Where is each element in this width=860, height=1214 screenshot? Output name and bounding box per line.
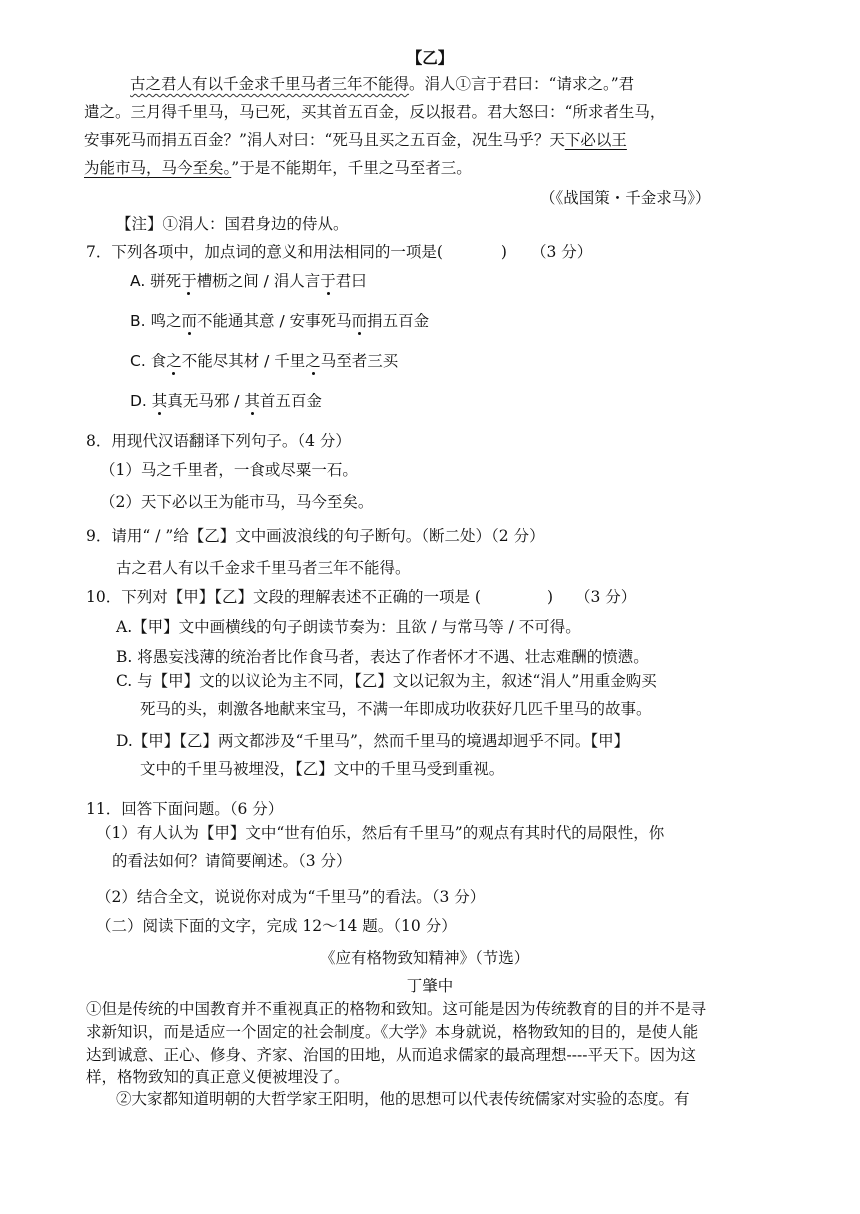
passage-line-1: 古之君人有以千金求千里马者三年不能得。涓人①言于君曰：“请求之。”君 — [130, 75, 635, 93]
q10-option-c-cont: 死马的头，刺激各地献来宝马，不满一年即成功收获好几匹千里马的故事。 — [140, 700, 652, 718]
dotted-word: 于 — [320, 272, 336, 290]
q9-stem: 9．请用“ / ”给【乙】文中画波浪线的句子断句。（断二处）（2 分） — [86, 527, 545, 545]
passage-note: 【注】①涓人：国君身边的侍从。 — [116, 215, 349, 233]
article-p2-line-1: ②大家都知道明朝的大哲学家王阳明，他的思想可以代表传统儒家对实验的态度。有 — [116, 1090, 690, 1108]
article-p1-line-3: 达到诚意、正心、修身、齐家、治国的田地，从而追求儒家的最高理想----平天下。因为这 — [86, 1046, 696, 1064]
q11-sub-2: （2）结合全文，说说你对成为“千里马”的看法。（3 分） — [96, 888, 486, 906]
q10-option-c: C. 与【甲】文的以议论为主不同，【乙】文以记叙为主，叙述“涓人”用重金购买 — [116, 672, 657, 690]
q11-sub-1: （1）有人认为【甲】文中“世有伯乐，然后有千里马”的观点有其时代的局限性，你 — [96, 824, 665, 842]
q11-sub-1-cont: 的看法如何？请简要阐述。（3 分） — [112, 852, 352, 870]
dotted-word: 其 — [151, 392, 168, 410]
q10-option-d: D.【甲】【乙】两文都涉及“千里马”，然而千里马的境遇却迥乎不同。【甲】 — [116, 732, 630, 750]
article-title: 《应有格物致知精神》（节选） — [320, 949, 530, 967]
passage-source: （《战国策・千金求马》） — [540, 189, 711, 207]
dotted-word: 之 — [166, 352, 182, 370]
dotted-word: 其 — [244, 392, 260, 410]
q8-stem: 8．用现代汉语翻译下列句子。（4 分） — [86, 432, 351, 450]
article-author: 丁肇中 — [406, 977, 454, 995]
q10-option-a: A.【甲】文中画横线的句子朗读节奏为：且欲 / 与常马等 / 不可得。 — [116, 618, 581, 636]
passage-line-4: 为能市马，马今至矣。”于是不能期年，千里之马至者三。 — [84, 159, 472, 177]
q10-option-b: B. 将愚妄浅薄的统治者比作食马者，表达了作者怀才不遇、壮志难酬的愤懑。 — [116, 648, 649, 666]
q8-sentence-1: （1）马之千里者，一食或尽粟一石。 — [100, 461, 358, 479]
q10-stem: 10．下列对【甲】【乙】文段的理解表述不正确的一项是 ( ) （3 分） — [86, 588, 637, 606]
passage-line-2: 遣之。三月得千里马，马已死，买其首五百金，反以报君。君大怒曰：“所求者生马， — [84, 103, 666, 121]
q7-option-b: B. 鸣之而不能通其意 / 安事死马而捐五百金 — [130, 312, 430, 330]
dotted-word: 而 — [181, 312, 198, 330]
underlined-sentence-cont: 为能市马，马今至矣。 — [84, 159, 232, 177]
dotted-word: 而 — [351, 312, 368, 330]
q11-stem: 11．回答下面问题。（6 分） — [86, 800, 284, 818]
dotted-word: 于 — [181, 272, 197, 290]
q10-option-d-cont: 文中的千里马被埋没，【乙】文中的千里马受到重视。 — [140, 760, 505, 778]
q7-option-a: A. 骈死于槽枥之间 / 涓人言于君曰 — [130, 272, 367, 290]
q9-sentence: 古之君人有以千金求千里马者三年不能得。 — [116, 559, 411, 577]
q7-option-d: D. 其真无马邪 / 其首五百金 — [130, 392, 322, 410]
dotted-word: 之 — [305, 352, 321, 370]
passage-line-3: 安事死马而捐五百金？”涓人对曰：“死马且买之五百金，况生马乎？天下必以王 — [84, 131, 627, 149]
q7-option-c: C. 食之不能尽其材 / 千里之马至者三买 — [130, 352, 399, 370]
wavy-sentence: 古之君人有以千金求千里马者三年不能得 — [130, 75, 410, 93]
q8-sentence-2: （2）天下必以王为能市马，马今至矣。 — [100, 493, 374, 511]
passage-heading: 【乙】 — [406, 48, 454, 67]
article-p1-line-4: 样，格物致知的真正意义便被埋没了。 — [86, 1068, 350, 1086]
underlined-sentence: 下必以王 — [564, 131, 627, 149]
article-p1-line-2: 求新知识，而是适应一个固定的社会制度。《大学》本身就说，格物致知的目的，是使人能 — [86, 1023, 699, 1041]
q7-stem: 7．下列各项中，加点词的意义和用法相同的一项是( ) （3 分） — [86, 243, 593, 261]
article-p1-line-1: ①但是传统的中国教育并不重视真正的格物和致知。这可能是因为传统教育的目的并不是寻 — [86, 1000, 707, 1018]
section-instruction: （二）阅读下面的文字，完成 12～14 题。（10 分） — [96, 917, 457, 935]
